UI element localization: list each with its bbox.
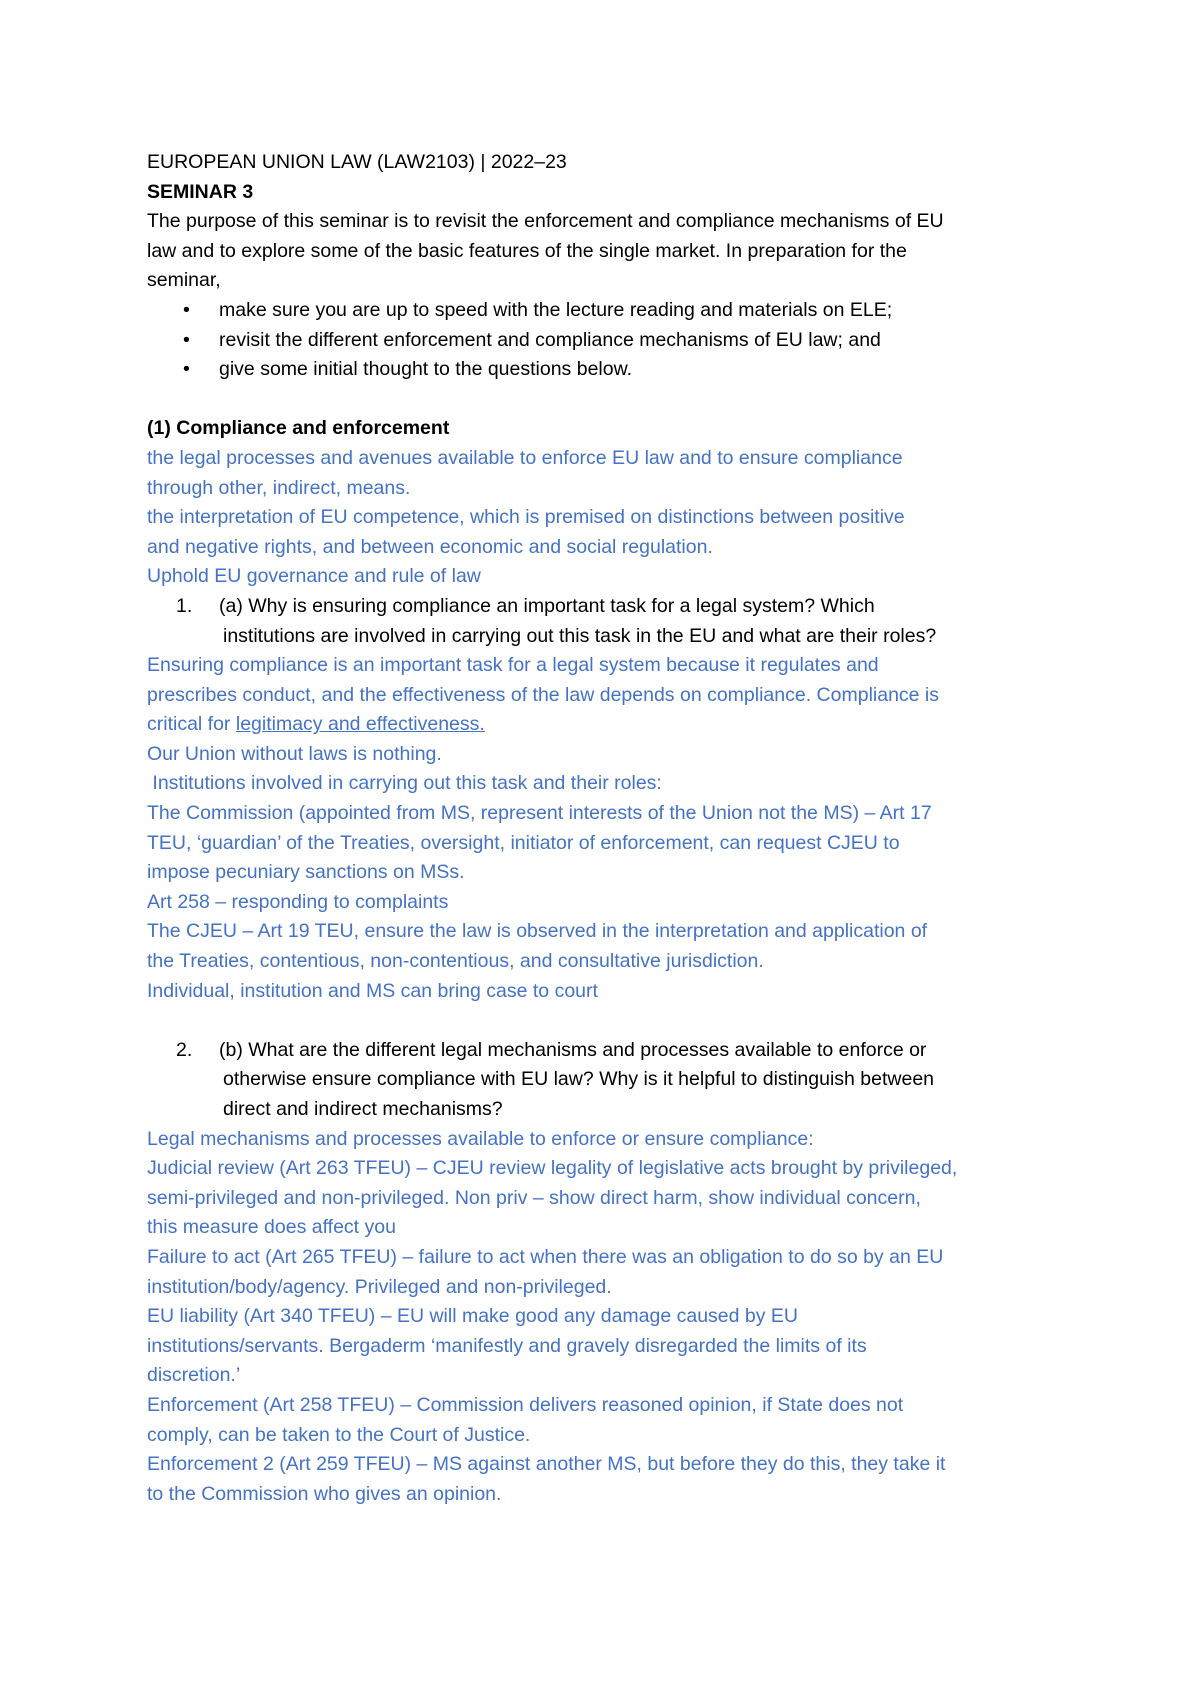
- spacer: [147, 1006, 1077, 1036]
- section-note: and negative rights, and between economic and social regulation.: [147, 535, 713, 558]
- section-note: the legal processes and avenues available to enforce EU law and to ensure compliance: [147, 446, 903, 469]
- answer-line: Our Union without laws is nothing.: [147, 742, 442, 765]
- answer-line: Ensuring compliance is an important task for a legal system because it regulates and: [147, 654, 879, 677]
- intro-bullet-item: [147, 296, 1077, 326]
- question-text-line: otherwise ensure compliance with EU law? Why is it helpful to distinguish between: [223, 1068, 935, 1091]
- answer-line: Enforcement 2 (Art 259 TFEU) – MS against another MS, but before they do this, they take it: [147, 1453, 946, 1476]
- question-text-line: institutions are involved in carrying out this task in the EU and what are their roles?: [223, 624, 937, 647]
- intro-line-2: law and to explore some of the basic features of the single market. In preparation for the: [147, 239, 907, 262]
- section-heading: (1) Compliance and enforcement: [147, 417, 450, 440]
- answer-line: The Commission (appointed from MS, represent interests of the Union not the MS) – Art 17: [147, 802, 932, 825]
- intro-bullet-text: make sure you are up to speed with the lecture reading and materials on ELE;: [219, 298, 893, 321]
- answer-line: Enforcement (Art 258 TFEU) – Commission delivers reasoned opinion, if State does not: [147, 1393, 904, 1416]
- answer-line: EU liability (Art 340 TFEU) – EU will make good any damage caused by EU: [147, 1305, 799, 1328]
- question-text-line: (b) What are the different legal mechanisms and processes available to enforce or: [219, 1038, 927, 1061]
- answer-line: semi-privileged and non-privileged. Non priv – show direct harm, show individual concern,: [147, 1186, 921, 1209]
- seminar-title: SEMINAR 3: [147, 180, 254, 203]
- intro-bullet-text: revisit the different enforcement and compliance mechanisms of EU law; and: [219, 328, 881, 351]
- question-2: [147, 1036, 1077, 1125]
- answer-line: institution/body/agency. Privileged and non-privileged.: [147, 1275, 612, 1298]
- question-list-1: [147, 592, 1077, 651]
- answer-text: critical for: [147, 713, 236, 736]
- question-text-line: (a) Why is ensuring compliance an important task for a legal system? Which: [219, 594, 875, 617]
- document-body: [147, 148, 1077, 1509]
- underlined-phrase: legitimacy and effectiveness.: [235, 713, 485, 736]
- answer-line: The CJEU – Art 19 TEU, ensure the law is observed in the interpretation and application of: [147, 920, 928, 943]
- bullet-icon: •: [183, 328, 190, 351]
- answer-line: Failure to act (Art 265 TFEU) – failure to act when there was an obligation to do so by an EU: [147, 1245, 944, 1268]
- question-list-2: [147, 1036, 1077, 1125]
- answer-line: Judicial review (Art 263 TFEU) – CJEU review legality of legislative acts brought by privileged,: [147, 1157, 958, 1180]
- answer-line: comply, can be taken to the Court of Justice.: [147, 1423, 531, 1446]
- answer-line: Individual, institution and MS can bring case to court: [147, 979, 598, 1002]
- answer-line: Institutions involved in carrying out this task and their roles:: [147, 772, 662, 795]
- answer-line: institutions/servants. Bergaderm ‘manifestly and gravely disregarded the limits of its: [147, 1334, 867, 1357]
- answer-line: Art 258 – responding to complaints: [147, 890, 449, 913]
- intro-line-1: The purpose of this seminar is to revisit the enforcement and compliance mechanisms of EU: [147, 210, 944, 233]
- answer-line: prescribes conduct, and the effectiveness of the law depends on compliance. Compliance is: [147, 683, 940, 706]
- course-title: EUROPEAN UNION LAW (LAW2103) | 2022–23: [147, 151, 567, 173]
- bullet-icon: •: [183, 298, 190, 321]
- answer-line: discretion.’: [147, 1364, 241, 1387]
- intro-bullet-list: [147, 296, 1077, 385]
- section-note: through other, indirect, means.: [147, 476, 411, 499]
- answer-line: [147, 710, 1077, 740]
- answer-line: TEU, ‘guardian’ of the Treaties, oversight, initiator of enforcement, can request CJEU to: [147, 831, 900, 854]
- bullet-icon: •: [183, 358, 190, 381]
- spacer: [147, 385, 1077, 415]
- answer-line: the Treaties, contentious, non-contentious, and consultative jurisdiction.: [147, 950, 764, 973]
- intro-bullet-text: give some initial thought to the questions below.: [219, 358, 633, 381]
- question-text-line: direct and indirect mechanisms?: [223, 1098, 503, 1120]
- answer-line: this measure does affect you: [147, 1216, 396, 1239]
- intro-bullet-item: [147, 326, 1077, 356]
- intro-bullet-item: [147, 355, 1077, 385]
- section-note: Uphold EU governance and rule of law: [147, 565, 481, 588]
- answer-line: impose pecuniary sanctions on MSs.: [147, 861, 465, 884]
- question-1: [147, 592, 1077, 651]
- answer-line: to the Commission who gives an opinion.: [147, 1482, 502, 1505]
- intro-line-3: seminar,: [147, 269, 221, 292]
- section-note: the interpretation of EU competence, which is premised on distinctions between positive: [147, 506, 905, 529]
- question-number: 2.: [176, 1038, 193, 1061]
- answer-line: Legal mechanisms and processes available to enforce or ensure compliance:: [147, 1127, 814, 1150]
- question-number: 1.: [176, 594, 193, 617]
